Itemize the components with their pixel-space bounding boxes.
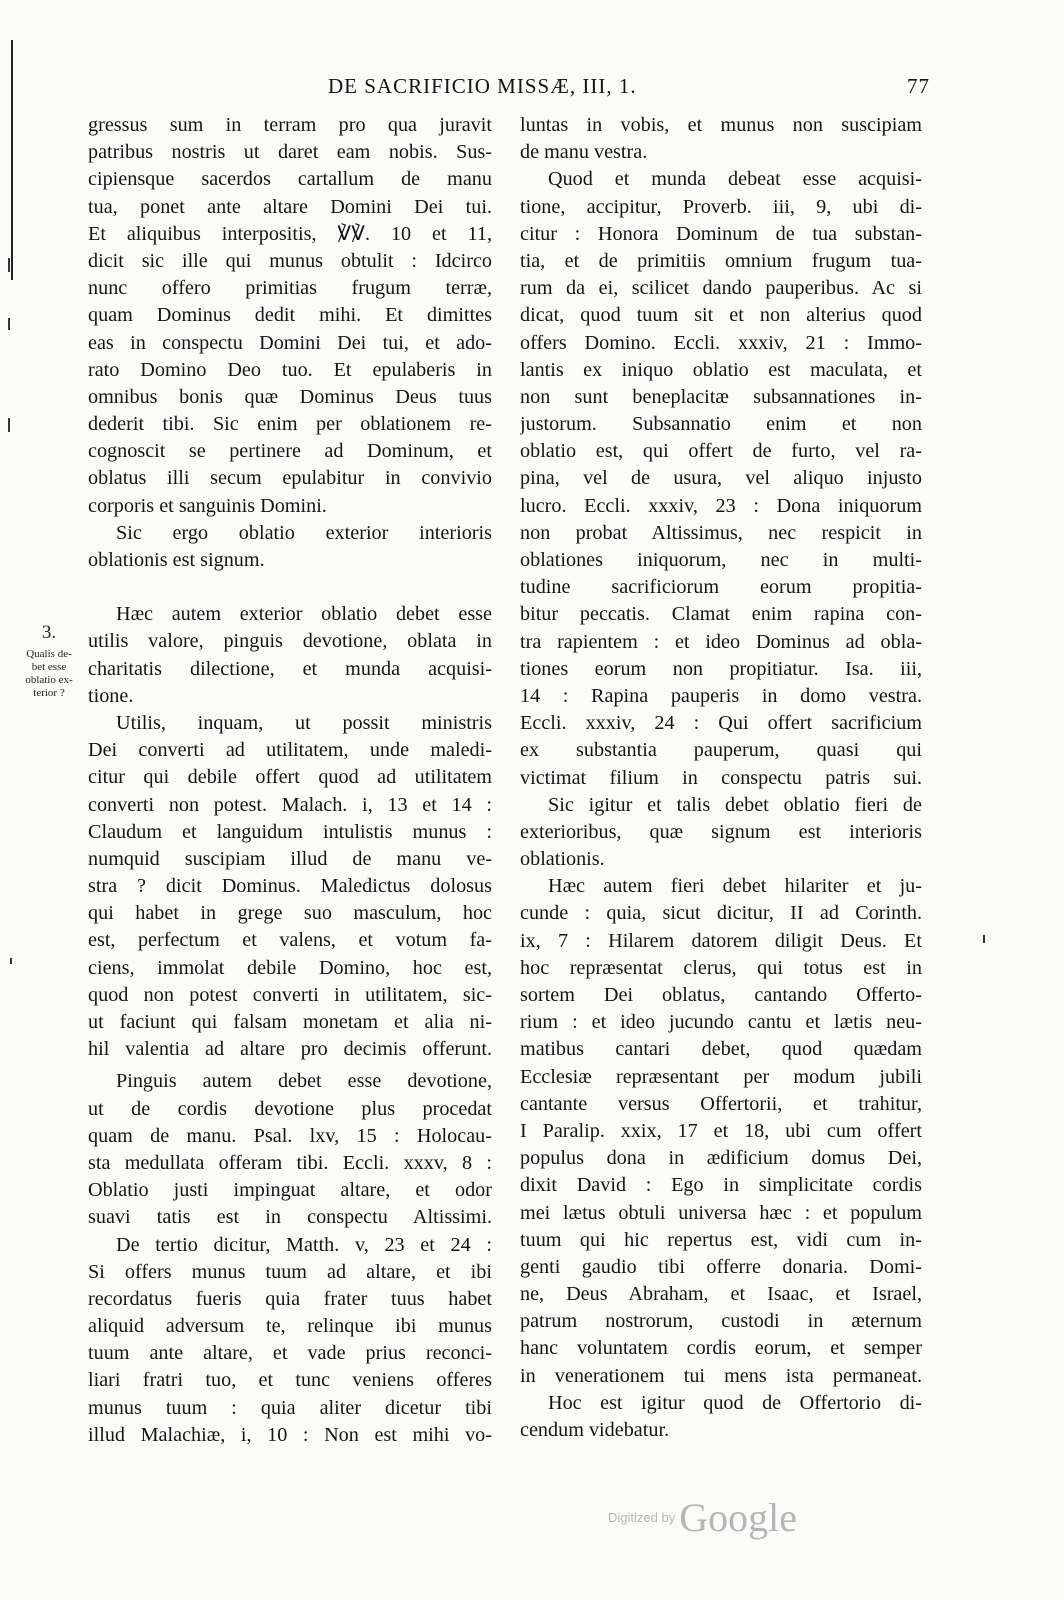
text-line: tudine sacrificiorum eorum propitia-	[520, 576, 922, 599]
text-line: liari fratri tuo, et tunc veniens offeres	[88, 1369, 492, 1392]
text-line: ut de cordis devotione plus procedat	[88, 1097, 492, 1120]
text-line: offers Domino. Eccli. xxxiv, 21 : Immo-	[520, 331, 922, 354]
text-line: hanc voluntatem cordis eorum, et semper	[520, 1337, 922, 1360]
text-line: Sic igitur et talis debet oblatio fieri de	[548, 793, 922, 816]
edge-mark	[8, 418, 10, 432]
text-line: ix, 7 : Hilarem datorem diligit Deus. Et	[520, 929, 922, 952]
text-line: aliquid adversum te, relinque ibi munus	[88, 1315, 492, 1338]
edge-mark	[983, 935, 985, 943]
text-line: Si offers munus tuum ad altare, et ibi	[88, 1260, 492, 1283]
text-line: hil valentia ad altare pro decimis offerunt.	[88, 1038, 492, 1061]
text-line: Eccli. xxxiv, 24 : Qui offert sacrificium	[520, 712, 922, 735]
text-line: Pinguis autem debet esse devotione,	[116, 1070, 492, 1093]
text-line: munus tuum : quia aliter dicetur tibi	[88, 1396, 492, 1419]
text-line: qui habet in grege suo masculum, hoc	[88, 902, 492, 925]
page-edge-line	[11, 40, 13, 280]
text-line: dixit David : Ego in simplicitate cordis	[520, 1174, 922, 1197]
margin-note-line: bet esse	[31, 661, 67, 673]
text-line: genti gaudio tibi offerre donaria. Domi-	[520, 1255, 922, 1278]
text-line: cunde : quia, sicut dicitur, II ad Corinth.	[520, 902, 922, 925]
text-line: nunc offero primitias frugum terræ,	[88, 277, 492, 300]
text-line: citur : Honora Dominum de tua substan-	[520, 222, 922, 245]
text-line: cantante versus Offertorii, et trahitur,	[520, 1092, 922, 1115]
text-line: utilis valore, pinguis devotione, oblata in	[88, 630, 492, 653]
watermark-prefix: Digitized by	[608, 1510, 676, 1525]
page-number: 77	[907, 74, 930, 98]
text-line: bitur peccatis. Clamat enim rapina con-	[520, 603, 922, 626]
text-line: dicat, quod tuum sit et non alterius quod	[520, 304, 922, 327]
text-line: Hæc autem exterior oblatio debet esse	[116, 603, 492, 626]
left-text-column	[88, 112, 492, 1449]
text-line: matibus cantari debet, quod quædam	[520, 1038, 922, 1061]
watermark-brand: Google	[679, 1495, 797, 1540]
text-line: quam de manu. Psal. lxv, 15 : Holocau-	[88, 1124, 492, 1147]
text-line: ciens, immolat debile Domino, hoc est,	[88, 956, 492, 979]
text-line: tuum qui hic repertus est, vidi cum in-	[520, 1228, 922, 1251]
text-line: cipiensque sacerdos cartallum de manu	[88, 168, 492, 191]
text-line: de manu vestra.	[520, 141, 648, 164]
running-header	[100, 74, 930, 104]
text-line: illud Malachiæ, i, 10 : Non est mihi vo-	[88, 1423, 492, 1446]
text-line: suavi tatis est in conspectu Altissimi.	[88, 1206, 492, 1229]
text-line: cendum videbatur.	[520, 1419, 670, 1441]
text-line: oblatio est, qui offert de furto, vel ra-	[520, 440, 922, 463]
text-line: Hoc est igitur quod de Offertorio di-	[548, 1391, 922, 1414]
text-line: rium : et ideo jucundo cantu et lætis neu-	[520, 1011, 922, 1034]
text-line: patribus nostris ut daret eam nobis. Sus-	[88, 141, 492, 164]
text-line: quam Dominus dedit mihi. Et dimittes	[88, 304, 492, 327]
text-line: quod non potest converti in utilitatem, sic-	[88, 983, 492, 1006]
text-line: eas in conspectu Domini Dei tui, et ado-	[88, 331, 492, 354]
text-line: populus dona in ædificium domus Dei,	[520, 1147, 922, 1170]
text-line: justorum. Subsannatio enim et non	[520, 413, 922, 436]
edge-mark	[8, 318, 10, 330]
text-line: pina, vel de usura, vel aliquo injusto	[520, 467, 922, 490]
text-line: luntas in vobis, et munus non suscipiam	[520, 114, 922, 136]
text-line: tra rapientem : et ideo Dominus ad obla-	[520, 630, 922, 653]
text-line: in venerationem tui mens ista permaneat.	[520, 1364, 922, 1387]
text-line: Utilis, inquam, ut possit ministris	[116, 711, 492, 734]
text-line: hoc repræsentat clerus, qui totus est in	[520, 956, 922, 979]
text-line: Dei converti ad utilitatem, unde maledi-	[88, 739, 492, 762]
text-line: corporis et sanguinis Domini.	[88, 494, 327, 517]
text-line: Oblatio justi impinguat altare, et odor	[88, 1179, 492, 1202]
text-line: rato Domino Deo tuo. Et epulaberis in	[88, 358, 492, 381]
text-line: cognoscit se pertinere ad Dominum, et	[88, 440, 492, 463]
margin-note-line: oblatio ex-	[25, 674, 73, 686]
edge-mark	[8, 258, 10, 272]
text-line: Hæc autem fieri debet hilariter et ju-	[548, 875, 922, 898]
text-line: charitatis dilectione, et munda acquisi-	[88, 657, 492, 680]
text-line: Claudum et languidum intulistis munus :	[88, 820, 492, 843]
text-line: sta medullata offeram tibi. Eccli. xxxv, 8 :	[88, 1151, 492, 1174]
text-line: oblationes iniquorum, nec in multi-	[520, 549, 922, 571]
margin-note	[8, 622, 90, 700]
text-line: tua, ponet ante altare Domini Dei tui.	[88, 195, 492, 218]
text-line: ne, Deus Abraham, et Isaac, et Israel,	[520, 1283, 922, 1306]
text-line: ex substantia pauperum, quasi qui	[520, 739, 922, 762]
text-line: lucro. Eccli. xxxiv, 23 : Dona iniquorum	[520, 494, 922, 517]
text-line: Et aliquibus interpositis, ℣℣. 10 et 11,	[88, 222, 492, 245]
text-line: tia, et de primitiis omnium frugum tua-	[520, 249, 922, 272]
text-line: I Paralip. xxix, 17 et 18, ubi cum offert	[520, 1119, 922, 1142]
text-line: tione, accipitur, Proverb. iii, 9, ubi di-	[520, 195, 922, 218]
text-line: rum da ei, scilicet dando pauperibus. Ac si	[520, 277, 922, 300]
text-line: gressus sum in terram pro qua juravit	[88, 114, 492, 136]
text-line: est, perfectum et valens, et votum fa-	[88, 929, 492, 952]
text-line: Ecclesiæ repræsentant per modum jubili	[520, 1065, 922, 1088]
margin-note-line: terior ?	[33, 687, 65, 699]
text-line: tuum ante altare, et vade prius reconci-	[88, 1342, 492, 1365]
text-line: numquid suscipiam illud de manu ve-	[88, 847, 492, 870]
text-line: oblatus illi secum epulabitur in convivio	[88, 467, 492, 490]
text-line: stra ? dicit Dominus. Maledictus dolosus	[88, 875, 492, 898]
text-line: citur qui debile offert quod ad utilitatem	[88, 766, 492, 789]
text-line: mei lætus obtuli universa hæc : et populum	[520, 1201, 922, 1224]
text-line: dederit tibi. Sic enim per oblationem re-	[88, 413, 492, 436]
margin-section-number: 3.	[41, 622, 57, 643]
text-line: oblationis.	[520, 848, 605, 871]
text-line: exterioribus, quæ signum est interioris	[520, 820, 922, 843]
text-line: ut faciunt qui falsam monetam et alia ni-	[88, 1011, 492, 1033]
running-title: DE SACRIFICIO MISSÆ, III, 1.	[328, 74, 637, 98]
margin-note-line: Qualis de-	[26, 648, 72, 660]
text-line: lantis ex iniquo oblatio est maculata, et	[520, 358, 922, 381]
text-line: tione.	[88, 684, 134, 707]
text-line: dicit sic ille qui munus obtulit : Idcirco	[88, 249, 492, 272]
text-line: Quod et munda debeat esse acquisi-	[548, 168, 922, 191]
digitized-watermark	[608, 1494, 818, 1538]
right-text-column	[520, 112, 922, 1444]
text-line: converti non potest. Malach. i, 13 et 14 :	[88, 793, 492, 816]
text-line: sortem Dei oblatus, cantando Offerto-	[520, 984, 922, 1006]
text-line: recordatus fueris quia frater tuus habet	[88, 1287, 492, 1310]
text-line: patrum nostrorum, custodi in æternum	[520, 1310, 922, 1333]
text-line: oblationis est signum.	[88, 549, 265, 571]
text-line: Sic ergo oblatio exterior interioris	[116, 521, 492, 544]
text-line: tiones eorum non propitiatur. Isa. iii,	[520, 657, 922, 680]
edge-mark	[10, 958, 12, 964]
text-line: non sunt beneplacitæ subsannationes in-	[520, 385, 922, 408]
text-line: victimat filium in conspectu patris sui.	[520, 766, 922, 789]
text-line: De tertio dicitur, Matth. v, 23 et 24 :	[116, 1233, 492, 1256]
text-line: 14 : Rapina pauperis in domo vestra.	[520, 684, 922, 707]
text-line: omnibus bonis quæ Dominus Deus tuus	[88, 385, 492, 408]
text-line: non probat Altissimus, nec respicit in	[520, 521, 922, 544]
